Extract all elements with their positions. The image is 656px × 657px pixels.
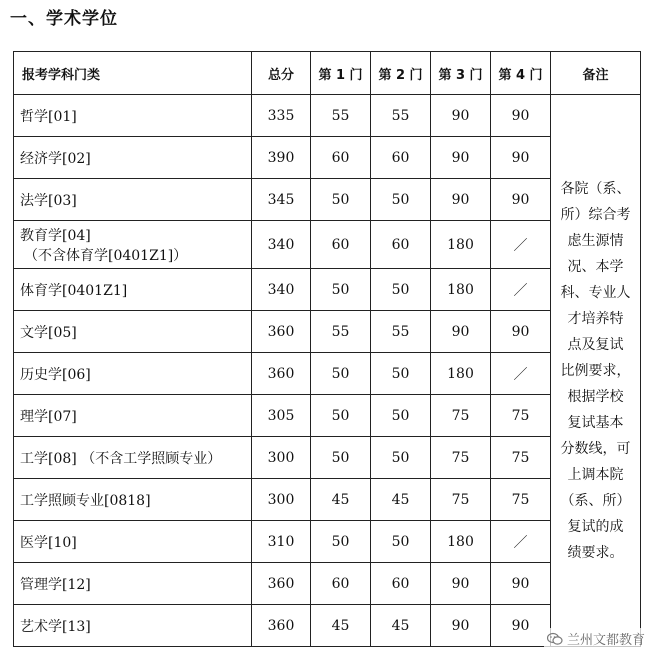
subject-name: 文学[05] [20, 324, 77, 341]
subject-cell [14, 137, 252, 179]
total-score-cell: 340 [252, 269, 311, 311]
subject-score-cell: 50 [311, 353, 371, 395]
subject-score-cell: 75 [491, 395, 551, 437]
remarks-line: 才培养特 [567, 310, 624, 327]
subject-score-cell: 90 [431, 179, 491, 221]
remarks-line: 况、本学 [567, 258, 624, 275]
subject-name: 哲学[01] [20, 108, 77, 125]
header-cell: 总分 [252, 52, 311, 95]
remarks-line: 上调本院 [567, 466, 624, 483]
subject-cell [14, 479, 252, 521]
subject-score-cell: 50 [371, 269, 431, 311]
header-cell: 第 2 门 [371, 52, 431, 95]
subject-score-cell: 75 [491, 437, 551, 479]
watermark-text: 兰州文都教育 [566, 633, 645, 648]
subject-cell [14, 437, 252, 479]
subject-score-cell: 180 [431, 353, 491, 395]
subject-score-cell: 90 [491, 311, 551, 353]
total-score-cell: 310 [252, 521, 311, 563]
subject-name: 理学[07] [20, 408, 77, 425]
total-score-cell: 300 [252, 437, 311, 479]
subject-cell [14, 521, 252, 563]
subject-score-cell: 50 [311, 521, 371, 563]
subject-name: 医学[10] [20, 534, 77, 551]
table-row [14, 269, 641, 311]
total-score-cell: 390 [252, 137, 311, 179]
subject-score-cell: 75 [431, 395, 491, 437]
table-row [14, 221, 641, 269]
subject-score-cell: 50 [371, 437, 431, 479]
subject-score-cell: 90 [491, 605, 551, 647]
subject-name: 经济学[02] [20, 150, 91, 167]
subject-score-cell: 75 [431, 437, 491, 479]
subject-score-cell: 55 [311, 311, 371, 353]
subject-score-cell: 60 [311, 563, 371, 605]
remarks-line: 复试基本 [567, 414, 624, 431]
remarks-line: 所）综合考 [560, 206, 631, 223]
subject-score-cell: ／ [491, 521, 551, 563]
subject-score-cell: 50 [311, 179, 371, 221]
subject-score-cell: 90 [491, 179, 551, 221]
remarks-line: 复试的成 [567, 518, 624, 535]
total-score-cell: 360 [252, 605, 311, 647]
subject-score-cell: 90 [431, 137, 491, 179]
remarks-line: 分数线，可 [560, 440, 631, 457]
subject-cell [14, 395, 252, 437]
subject-score-cell: 90 [491, 95, 551, 137]
table-row [14, 563, 641, 605]
subject-cell [14, 221, 252, 269]
subject-score-cell: 90 [491, 137, 551, 179]
table-row [14, 137, 641, 179]
header-cell: 第 1 门 [311, 52, 371, 95]
subject-score-cell: ／ [491, 221, 551, 269]
header-cell: 备注 [551, 52, 641, 95]
table-row [14, 437, 641, 479]
score-table [13, 51, 641, 647]
remarks-line: 各院（系、 [560, 180, 631, 197]
subject-score-cell: 180 [431, 521, 491, 563]
header-cell: 第 3 门 [431, 52, 491, 95]
subject-score-cell: 45 [311, 479, 371, 521]
total-score-cell: 360 [252, 311, 311, 353]
total-score-cell: 360 [252, 353, 311, 395]
subject-cell [14, 353, 252, 395]
header-row [14, 52, 641, 95]
remarks-line: 绩要求。 [567, 544, 624, 561]
subject-cell [14, 179, 252, 221]
remarks-line: （系、所） [560, 492, 631, 509]
remarks-line: 比例要求， [560, 362, 631, 379]
remarks-cell [551, 95, 641, 647]
total-score-cell: 340 [252, 221, 311, 269]
subject-score-cell: 50 [311, 395, 371, 437]
subject-score-cell: ／ [491, 353, 551, 395]
subject-cell [14, 563, 252, 605]
subject-score-cell: 45 [371, 479, 431, 521]
subject-name: 历史学[06] [20, 366, 91, 383]
subject-score-cell: 50 [371, 395, 431, 437]
remarks-line: 根据学校 [567, 388, 624, 405]
subject-name: 体育学[0401Z1] [20, 282, 128, 299]
total-score-cell: 300 [252, 479, 311, 521]
table-body [14, 95, 641, 647]
table-row [14, 311, 641, 353]
subject-score-cell: 50 [371, 353, 431, 395]
subject-score-cell: 60 [371, 137, 431, 179]
watermark [544, 628, 648, 649]
subject-score-cell: 55 [371, 311, 431, 353]
remarks-line: 科、专业人 [560, 284, 631, 301]
subject-score-cell: 45 [371, 605, 431, 647]
total-score-cell: 345 [252, 179, 311, 221]
subject-score-cell: 90 [431, 311, 491, 353]
subject-cell [14, 269, 252, 311]
subject-score-cell: 50 [311, 437, 371, 479]
subject-name: 管理学[12] [20, 576, 91, 593]
subject-name: 法学[03] [20, 192, 77, 209]
table-row [14, 179, 641, 221]
subject-score-cell: 75 [491, 479, 551, 521]
total-score-cell: 305 [252, 395, 311, 437]
subject-score-cell: 45 [311, 605, 371, 647]
subject-score-cell: 90 [491, 563, 551, 605]
subject-score-cell: 50 [371, 179, 431, 221]
subject-score-cell: 60 [371, 563, 431, 605]
subject-score-cell: 90 [431, 605, 491, 647]
subject-score-cell: 60 [371, 221, 431, 269]
wechat-icon [547, 632, 563, 646]
total-score-cell: 335 [252, 95, 311, 137]
remarks-line: 虑生源情 [567, 232, 624, 249]
section-title: 一、学术学位 [10, 9, 118, 29]
subject-score-cell: 180 [431, 269, 491, 311]
table-row [14, 479, 641, 521]
subject-cell [14, 95, 252, 137]
subject-score-cell: 55 [311, 95, 371, 137]
subject-score-cell: 50 [311, 269, 371, 311]
total-score-cell: 360 [252, 563, 311, 605]
subject-cell [14, 311, 252, 353]
table-row [14, 95, 641, 137]
header-subject: 报考学科门类 [14, 52, 252, 95]
subject-score-cell: 90 [431, 95, 491, 137]
subject-score-cell: 55 [371, 95, 431, 137]
subject-name: 艺术学[13] [20, 618, 91, 635]
subject-score-cell: 90 [431, 563, 491, 605]
subject-name: 工学[08] （不含工学照顾专业） [20, 450, 222, 467]
subject-score-cell: 180 [431, 221, 491, 269]
header-cell: 第 4 门 [491, 52, 551, 95]
table-row [14, 353, 641, 395]
subject-name: 工学照顾专业[0818] [20, 492, 151, 509]
table-row [14, 395, 641, 437]
subject-score-cell: 60 [311, 221, 371, 269]
subject-note: （不含体育学[0401Z1]） [24, 247, 188, 264]
subject-score-cell: 75 [431, 479, 491, 521]
subject-name: 教育学[04] [20, 227, 91, 244]
subject-score-cell: 60 [311, 137, 371, 179]
subject-score-cell: 50 [371, 521, 431, 563]
table-row [14, 521, 641, 563]
remarks-line: 点及复试 [567, 336, 624, 353]
subject-cell [14, 605, 252, 647]
subject-score-cell: ／ [491, 269, 551, 311]
